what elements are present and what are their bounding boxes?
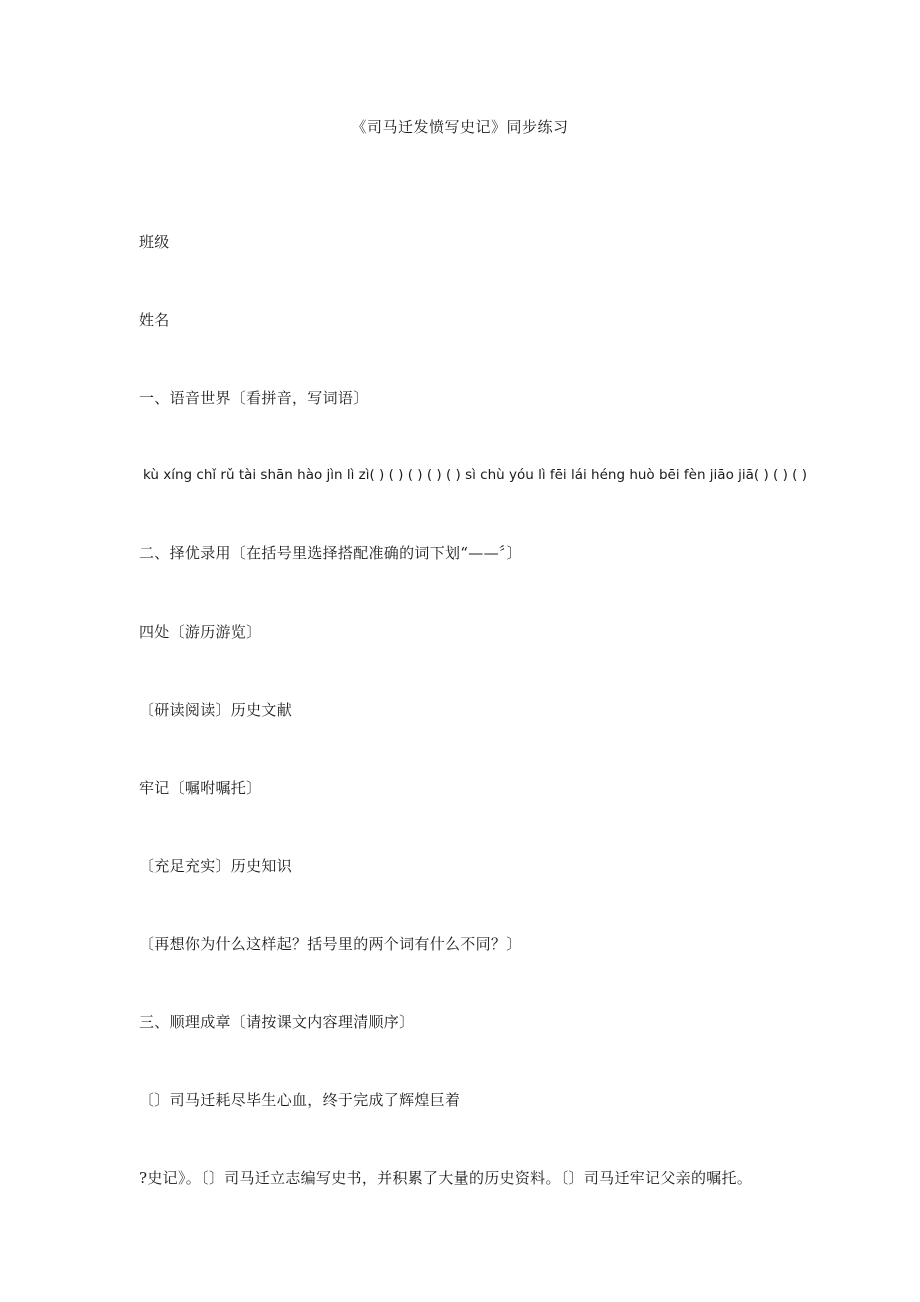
class-label: 班级 [139,233,170,251]
section2-item: 〔研读阅读〕历史文献 [139,701,293,719]
section3-line: ?史记》。〔〕司马迁立志编写史书，并积累了大量的历史资料。〔〕司马迁牢记父亲的嘱托。 [139,1169,753,1187]
section1-heading: 一、语音世界〔看拼音，写词语〕 [139,389,369,407]
section2-item: 〔充足充实〕历史知识 [139,857,293,875]
section2-item: 牢记〔嘱咐嘱托〕 [139,779,262,797]
pinyin-line: kù xíng chǐ rǔ tài shān hào jìn lì zì( ) ( ) ( ) ( ) ( ) sì chù yóu lì fēi lái héng huò bēi fèn jiāo jiā( ) ( ) ( ) [143,467,807,483]
section3-heading: 三、顺理成章〔请按课文内容理清顺序〕 [139,1013,415,1031]
page-title: 《司马迁发愤写史记》同步练习 [351,118,569,136]
name-label: 姓名 [139,311,170,329]
section3-line: 〔〕司马迁耗尽毕生心血，终于完成了辉煌巨着 [139,1091,461,1109]
section2-heading: 二、择优录用〔在括号里选择搭配准确的词下划“——〞〕 [139,544,522,562]
section2-followup: 〔再想你为什么这样起？括号里的两个词有什么不同？〕 [139,935,522,953]
section2-item: 四处〔游历游览〕 [139,623,262,641]
